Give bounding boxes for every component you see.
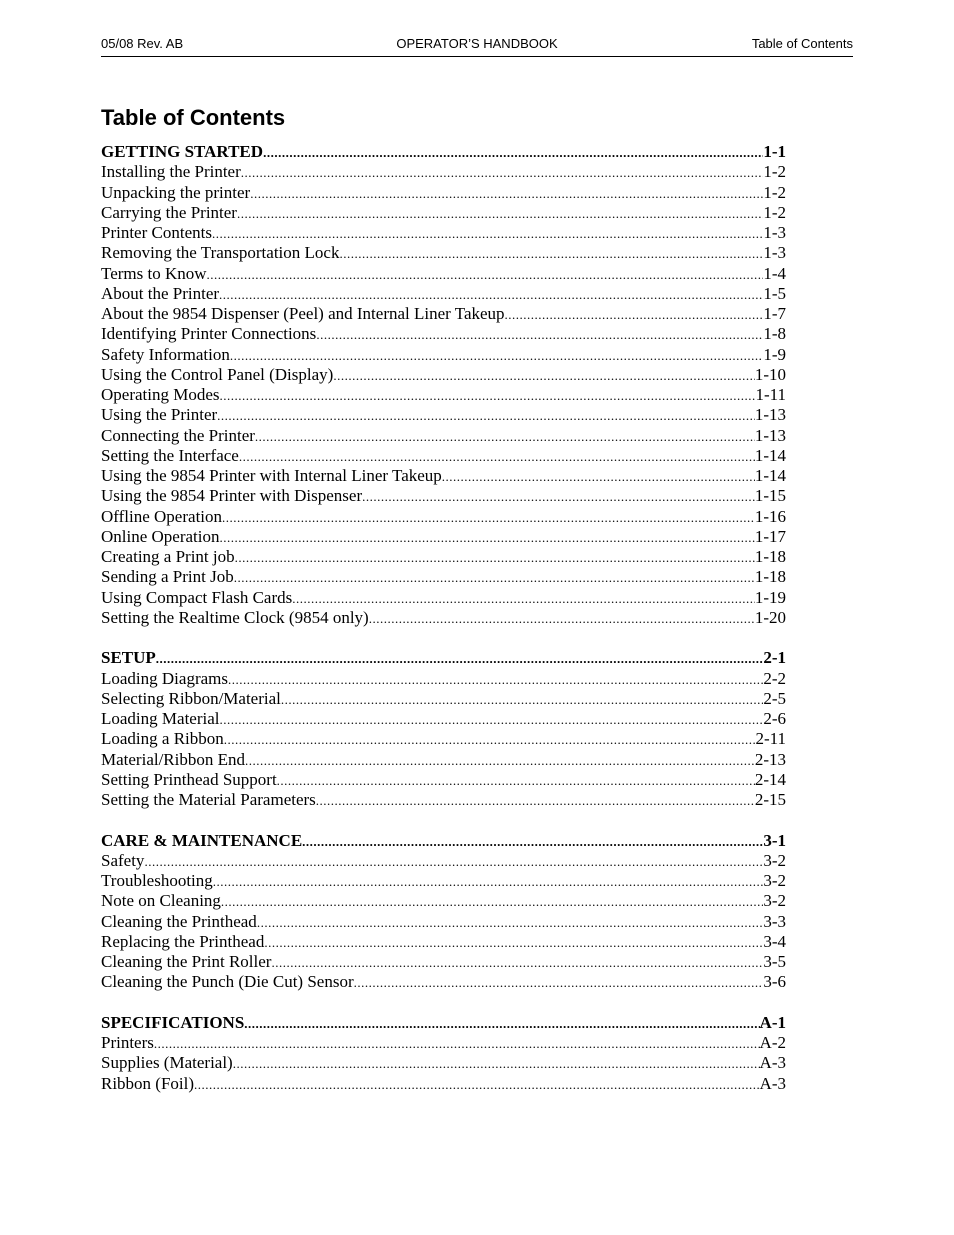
toc-entry[interactable] bbox=[101, 385, 786, 405]
toc-entry-label: Connecting the Printer bbox=[101, 425, 255, 445]
toc-entry[interactable] bbox=[101, 203, 786, 223]
dot-leader bbox=[217, 406, 755, 425]
toc-entry[interactable] bbox=[101, 790, 786, 810]
dot-leader bbox=[339, 244, 763, 263]
toc-entry[interactable] bbox=[101, 851, 786, 871]
toc-page-number: 1-2 bbox=[763, 202, 786, 222]
toc-entry-label: Using Compact Flash Cards bbox=[101, 587, 293, 607]
toc-page-number: 3-3 bbox=[763, 911, 786, 931]
toc-entry-label: Using the 9854 Printer with Dispenser bbox=[101, 486, 363, 506]
page-header bbox=[101, 36, 853, 57]
handbook-title: OPERATOR’S HANDBOOK bbox=[396, 36, 558, 51]
dot-leader bbox=[222, 508, 755, 527]
toc-page-number: 1-2 bbox=[763, 182, 786, 202]
dot-leader bbox=[292, 589, 755, 608]
toc-page-number: 3-2 bbox=[763, 871, 786, 891]
toc-entry[interactable] bbox=[101, 243, 786, 263]
dot-leader bbox=[257, 913, 764, 932]
toc-entry[interactable] bbox=[101, 588, 786, 608]
toc-page-number: 2-6 bbox=[763, 709, 786, 729]
dot-leader bbox=[224, 730, 756, 749]
dot-leader bbox=[154, 1034, 760, 1053]
toc-page-number: 1-17 bbox=[754, 526, 786, 546]
toc-entry-label: Material/Ribbon End bbox=[101, 749, 246, 769]
dot-leader bbox=[316, 791, 755, 810]
toc-entry[interactable] bbox=[101, 284, 786, 304]
dot-leader bbox=[194, 1075, 760, 1094]
toc-entry[interactable] bbox=[101, 912, 786, 932]
toc-entry-label: Ribbon (Foil) bbox=[101, 1073, 195, 1093]
dot-leader bbox=[220, 528, 755, 547]
toc-section bbox=[101, 142, 786, 628]
toc-page-number: 1-16 bbox=[754, 506, 786, 526]
toc-entry[interactable] bbox=[101, 871, 786, 891]
toc-page-number: 1-3 bbox=[763, 243, 786, 263]
toc-entry-label: Terms to Know bbox=[101, 263, 207, 283]
toc-entry-label: Sending a Print Job bbox=[101, 567, 234, 587]
toc-entry-label: Replacing the Printhead bbox=[101, 931, 265, 951]
toc-entry[interactable] bbox=[101, 891, 786, 911]
toc-section-heading[interactable] bbox=[101, 648, 786, 668]
toc-entry-label: Using the 9854 Printer with Internal Liner Takeup bbox=[101, 466, 442, 485]
toc-page-number: A-2 bbox=[759, 1033, 786, 1053]
toc-entry-label: Supplies (Material) bbox=[101, 1053, 233, 1073]
toc-entry[interactable] bbox=[101, 952, 786, 972]
toc-entry-label: GETTING STARTED bbox=[101, 142, 264, 161]
dot-leader bbox=[244, 1014, 759, 1033]
toc-section-heading[interactable] bbox=[101, 142, 786, 162]
toc-entry-label: Printers bbox=[101, 1033, 154, 1053]
dot-leader bbox=[233, 1054, 760, 1073]
section-label: Table of Contents bbox=[751, 36, 853, 51]
toc-entry-label: Carrying the Printer bbox=[101, 202, 237, 222]
dot-leader bbox=[156, 649, 764, 668]
toc-page-number: A-3 bbox=[759, 1073, 786, 1093]
toc-section-heading[interactable] bbox=[101, 831, 786, 851]
toc-page-number: 2-13 bbox=[754, 749, 786, 769]
page-title: Table of Contents bbox=[101, 105, 286, 130]
toc-page-number: 3-2 bbox=[763, 891, 786, 911]
toc-page-number: 2-11 bbox=[755, 729, 786, 749]
dot-leader bbox=[442, 467, 755, 486]
dot-leader bbox=[316, 325, 763, 344]
toc-entry-label: Using the Printer bbox=[101, 405, 218, 425]
toc-entry-label: Safety Information bbox=[101, 344, 230, 364]
dot-leader bbox=[369, 609, 755, 628]
toc-page-number: 1-15 bbox=[754, 486, 786, 506]
table-of-contents bbox=[101, 142, 786, 1114]
toc-entry-label: Cleaning the Printhead bbox=[101, 911, 257, 931]
toc-entry[interactable] bbox=[101, 304, 786, 324]
toc-entry[interactable] bbox=[101, 1033, 786, 1053]
toc-page-number: 3-4 bbox=[763, 931, 786, 951]
dot-leader bbox=[207, 265, 764, 284]
toc-entry-label: Note on Cleaning bbox=[101, 891, 221, 911]
toc-entry[interactable] bbox=[101, 486, 786, 506]
dot-leader bbox=[219, 285, 763, 304]
toc-entry-label: Loading Material bbox=[101, 709, 220, 729]
toc-entry-label: Unpacking the printer bbox=[101, 182, 251, 202]
toc-page-number: 1-20 bbox=[754, 607, 786, 627]
toc-entry-label: Offline Operation bbox=[101, 506, 223, 526]
dot-leader bbox=[237, 204, 763, 223]
toc-page-number: 1-13 bbox=[754, 405, 786, 425]
toc-page-number: 1-18 bbox=[754, 567, 786, 587]
toc-page-number: 1-8 bbox=[763, 324, 786, 344]
toc-entry[interactable] bbox=[101, 709, 786, 729]
dot-leader bbox=[263, 143, 763, 162]
toc-page-number: 1-5 bbox=[763, 283, 786, 303]
toc-entry-label: Removing the Transportation Lock bbox=[101, 243, 340, 263]
toc-page-number: 1-2 bbox=[763, 162, 786, 182]
dot-leader bbox=[239, 447, 755, 466]
toc-page-number: A-1 bbox=[759, 1012, 786, 1032]
toc-page-number: A-3 bbox=[759, 1053, 786, 1073]
dot-leader bbox=[264, 933, 763, 952]
toc-entry-label: Setting the Material Parameters bbox=[101, 790, 316, 810]
toc-entry-label: About the Printer bbox=[101, 283, 220, 303]
dot-leader bbox=[255, 427, 755, 446]
toc-entry[interactable] bbox=[101, 324, 786, 344]
dot-leader bbox=[241, 163, 764, 182]
toc-page-number: 3-6 bbox=[763, 972, 786, 992]
toc-entry-label: Safety bbox=[101, 850, 145, 870]
toc-section bbox=[101, 831, 786, 993]
toc-page-number: 1-19 bbox=[754, 587, 786, 607]
dot-leader bbox=[212, 224, 763, 243]
toc-entry[interactable] bbox=[101, 729, 786, 749]
toc-entry-label: Loading a Ribbon bbox=[101, 729, 224, 749]
toc-entry[interactable] bbox=[101, 426, 786, 446]
toc-entry[interactable] bbox=[101, 405, 786, 425]
toc-page-number: 3-1 bbox=[763, 830, 786, 850]
toc-entry[interactable] bbox=[101, 972, 786, 992]
toc-entry-label: Online Operation bbox=[101, 526, 220, 546]
toc-entry-label: Setting Printhead Support bbox=[101, 769, 277, 789]
toc-page-number: 1-14 bbox=[754, 445, 786, 465]
toc-entry-label: Identifying Printer Connections bbox=[101, 324, 317, 344]
toc-page-number: 2-14 bbox=[754, 769, 786, 789]
toc-entry[interactable] bbox=[101, 1074, 786, 1094]
dot-leader bbox=[245, 751, 755, 770]
toc-entry[interactable] bbox=[101, 507, 786, 527]
toc-page-number: 1-4 bbox=[763, 263, 786, 283]
dot-leader bbox=[228, 670, 763, 689]
dot-leader bbox=[250, 184, 763, 203]
dot-leader bbox=[505, 305, 764, 324]
dot-leader bbox=[144, 852, 763, 871]
toc-entry-label: Setting the Realtime Clock (9854 only) bbox=[101, 607, 369, 627]
toc-section bbox=[101, 648, 786, 810]
dot-leader bbox=[230, 346, 763, 365]
toc-entry-label: Cleaning the Print Roller bbox=[101, 952, 272, 972]
toc-entry-label: Troubleshooting bbox=[101, 871, 213, 891]
toc-entry-label: About the 9854 Dispenser (Peel) and Internal Liner Takeup bbox=[101, 304, 505, 323]
toc-entry-label: Operating Modes bbox=[101, 385, 220, 404]
toc-page-number: 1-10 bbox=[754, 364, 786, 384]
toc-entry[interactable] bbox=[101, 345, 786, 365]
toc-entry[interactable] bbox=[101, 567, 786, 587]
toc-page-number: 1-11 bbox=[755, 385, 786, 404]
toc-entry[interactable] bbox=[101, 547, 786, 567]
dot-leader bbox=[281, 690, 763, 709]
dot-leader bbox=[271, 953, 763, 972]
revision-label: 05/08 Rev. AB bbox=[101, 36, 184, 51]
toc-entry-label: Using the Control Panel (Display) bbox=[101, 364, 334, 384]
toc-page-number: 3-5 bbox=[763, 952, 786, 972]
toc-entry-label: Setting the Interface bbox=[101, 445, 239, 465]
toc-entry[interactable] bbox=[101, 932, 786, 952]
toc-entry-label: SPECIFICATIONS bbox=[101, 1012, 245, 1032]
toc-entry[interactable] bbox=[101, 608, 786, 628]
toc-entry-label: Cleaning the Punch (Die Cut) Sensor bbox=[101, 972, 354, 992]
toc-page-number: 1-3 bbox=[763, 223, 786, 242]
toc-entry[interactable] bbox=[101, 162, 786, 182]
toc-entry[interactable] bbox=[101, 689, 786, 709]
dot-leader bbox=[220, 386, 756, 405]
dot-leader bbox=[221, 892, 763, 911]
toc-page-number: 2-15 bbox=[754, 790, 786, 810]
toc-page-number: 1-1 bbox=[763, 142, 786, 161]
toc-entry-label: Selecting Ribbon/Material bbox=[101, 688, 281, 708]
toc-entry-label: Printer Contents bbox=[101, 223, 212, 242]
toc-page-number: 1-7 bbox=[763, 304, 786, 323]
toc-entry[interactable] bbox=[101, 223, 786, 243]
toc-page-number: 2-1 bbox=[763, 648, 786, 668]
toc-entry[interactable] bbox=[101, 466, 786, 486]
dot-leader bbox=[302, 832, 763, 851]
toc-page-number: 1-14 bbox=[754, 466, 786, 485]
dot-leader bbox=[220, 710, 764, 729]
dot-leader bbox=[354, 973, 764, 992]
toc-section-heading[interactable] bbox=[101, 1013, 786, 1033]
dot-leader bbox=[234, 568, 755, 587]
toc-page-number: 1-13 bbox=[754, 425, 786, 445]
toc-entry-label: Installing the Printer bbox=[101, 162, 241, 182]
toc-page-number: 2-2 bbox=[763, 668, 786, 688]
toc-page-number: 2-5 bbox=[763, 688, 786, 708]
toc-entry[interactable] bbox=[101, 527, 786, 547]
toc-page-number: 1-18 bbox=[754, 547, 786, 566]
toc-entry[interactable] bbox=[101, 264, 786, 284]
dot-leader bbox=[277, 771, 755, 790]
toc-entry[interactable] bbox=[101, 183, 786, 203]
toc-entry[interactable] bbox=[101, 770, 786, 790]
toc-entry-label: Creating a Print job bbox=[101, 547, 235, 566]
toc-page-number: 3-2 bbox=[763, 850, 786, 870]
dot-leader bbox=[333, 366, 755, 385]
dot-leader bbox=[362, 487, 755, 506]
toc-page-number: 1-9 bbox=[763, 344, 786, 364]
toc-entry[interactable] bbox=[101, 1053, 786, 1073]
toc-entry[interactable] bbox=[101, 750, 786, 770]
toc-entry-label: CARE & MAINTENANCE bbox=[101, 830, 303, 850]
dot-leader bbox=[213, 872, 764, 891]
toc-entry-label: SETUP bbox=[101, 648, 156, 668]
toc-entry[interactable] bbox=[101, 365, 786, 385]
toc-entry[interactable] bbox=[101, 669, 786, 689]
dot-leader bbox=[235, 548, 755, 567]
toc-section bbox=[101, 1013, 786, 1094]
toc-entry[interactable] bbox=[101, 446, 786, 466]
toc-entry-label: Loading Diagrams bbox=[101, 668, 228, 688]
